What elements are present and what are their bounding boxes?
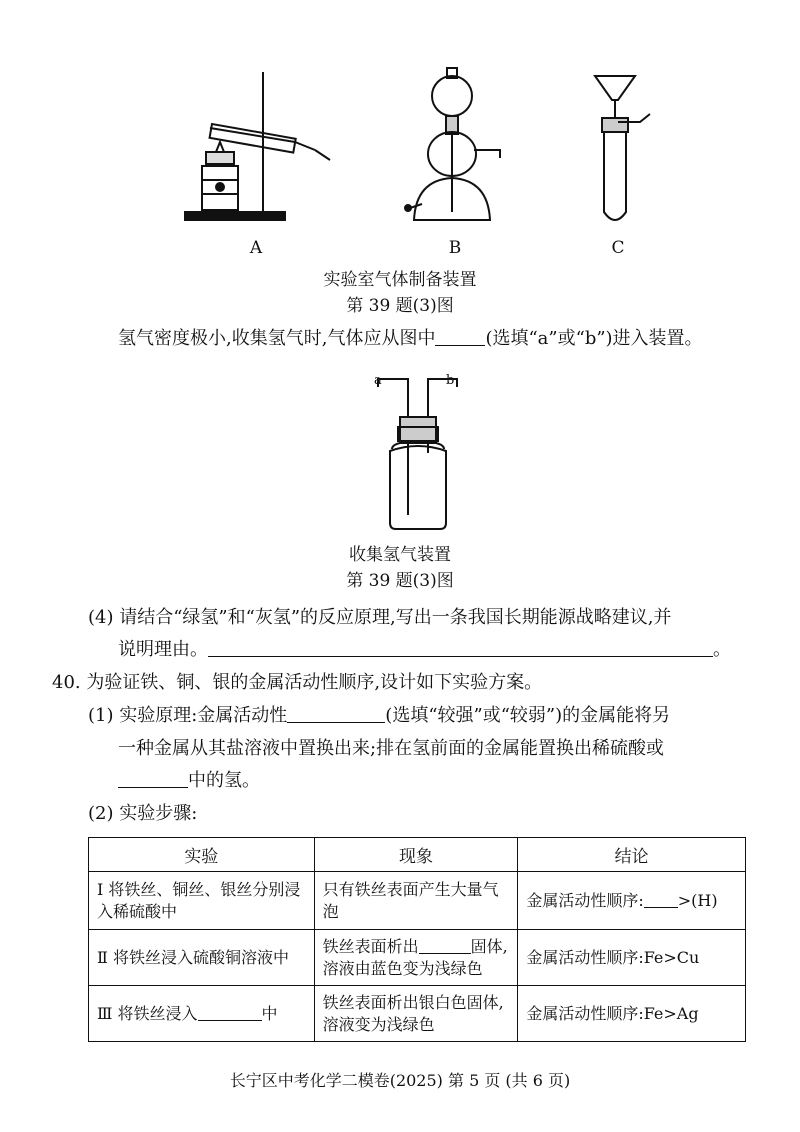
inlet-label-b: b bbox=[446, 373, 455, 388]
answer-blank-suggestion[interactable] bbox=[208, 639, 713, 657]
apparatus-b-drawing bbox=[405, 68, 500, 220]
page-footer: 长宁区中考化学二模卷(2025) 第 5 页 (共 6 页) bbox=[229, 1071, 571, 1090]
q40-1-line1-post: (选填“较强”或“较弱”)的金属能将另 bbox=[385, 705, 671, 726]
q40-1-line2: 一种金属从其盐溶液中置换出来;排在氢前面的金属能置换出稀硫酸或 bbox=[118, 738, 665, 759]
q40-2-label: (2) 实验步骤: bbox=[88, 803, 198, 824]
figure1-caption-title: 实验室气体制备装置 bbox=[323, 270, 477, 290]
q39-4-line2-end: 。 bbox=[713, 639, 731, 660]
table-row bbox=[89, 930, 746, 986]
apparatus-label-a: A bbox=[249, 238, 263, 258]
row2-conclusion: 金属活动性顺序:Fe>Cu bbox=[518, 930, 746, 986]
answer-blank-solution[interactable] bbox=[198, 1003, 262, 1021]
row3-phenomenon: 铁丝表面析出银白色固体,溶液变为浅绿色 bbox=[314, 986, 518, 1042]
figure2-caption-ref: 第 39 题(3)图 bbox=[346, 571, 454, 591]
apparatus-c-drawing bbox=[595, 76, 650, 220]
apparatus-label-c: C bbox=[611, 238, 625, 258]
answer-blank-acid[interactable] bbox=[118, 770, 188, 788]
inlet-label-a: a bbox=[374, 373, 382, 388]
figure1-caption-ref: 第 39 题(3)图 bbox=[346, 296, 454, 316]
q40-stem: 40. 为验证铁、铜、银的金属活动性顺序,设计如下实验方案。 bbox=[52, 672, 543, 693]
experiment-table bbox=[88, 837, 746, 1042]
q39-3-text bbox=[118, 326, 703, 352]
row1-conclusion-pre: 金属活动性顺序: bbox=[526, 890, 644, 910]
row3-experiment bbox=[89, 986, 315, 1042]
row3-experiment-post: 中 bbox=[261, 1003, 278, 1023]
q40-1-line3-post: 中的氢。 bbox=[188, 770, 260, 791]
answer-blank-activity[interactable] bbox=[287, 705, 385, 723]
q39-3-text-post: (选填“a”或“b”)进入装置。 bbox=[485, 328, 703, 349]
table-header-row bbox=[89, 838, 746, 872]
hydrogen-collection-bottle-figure bbox=[370, 365, 465, 535]
gas-preparation-apparatus-figure bbox=[170, 62, 670, 232]
apparatus-label-b: B bbox=[448, 238, 462, 258]
q40-1-line1-pre: (1) 实验原理:金属活动性 bbox=[88, 705, 288, 726]
row2-experiment: Ⅱ 将铁丝浸入硫酸铜溶液中 bbox=[89, 930, 315, 986]
row3-conclusion: 金属活动性顺序:Fe>Ag bbox=[518, 986, 746, 1042]
row1-phenomenon: 只有铁丝表面产生大量气泡 bbox=[314, 872, 518, 930]
header-phenomenon: 现象 bbox=[314, 838, 518, 872]
row1-conclusion-post: >(H) bbox=[677, 890, 718, 910]
figure2-caption-title: 收集氢气装置 bbox=[349, 545, 451, 565]
row2-phenomenon-pre: 铁丝表面析出 bbox=[322, 936, 419, 956]
q39-4-line2-pre: 说明理由。 bbox=[118, 639, 208, 660]
row1-experiment: Ⅰ 将铁丝、铜丝、银丝分别浸入稀硫酸中 bbox=[89, 872, 315, 930]
row1-conclusion bbox=[518, 872, 746, 930]
header-experiment: 实验 bbox=[89, 838, 315, 872]
answer-blank-inlet[interactable] bbox=[435, 328, 485, 346]
answer-blank-solid[interactable] bbox=[419, 936, 471, 954]
q39-3-text-pre: 氢气密度极小,收集氢气时,气体应从图中 bbox=[118, 328, 436, 349]
q39-4-line1: (4) 请结合“绿氢”和“灰氢”的反应原理,写出一条我国长期能源战略建议,并 bbox=[88, 607, 672, 628]
table-row bbox=[89, 986, 746, 1042]
header-conclusion: 结论 bbox=[518, 838, 746, 872]
apparatus-a-drawing bbox=[185, 72, 330, 220]
row2-phenomenon-post: 固体,溶液由蓝色变为浅绿色 bbox=[322, 936, 508, 978]
row2-phenomenon bbox=[314, 930, 518, 986]
q40-1-line3 bbox=[118, 768, 260, 794]
answer-blank-metal[interactable] bbox=[644, 890, 678, 908]
row3-experiment-pre: Ⅲ 将铁丝浸入 bbox=[97, 1003, 198, 1023]
q40-1-line1 bbox=[88, 703, 670, 729]
table-row bbox=[89, 872, 746, 930]
q39-4-line2 bbox=[118, 637, 731, 663]
